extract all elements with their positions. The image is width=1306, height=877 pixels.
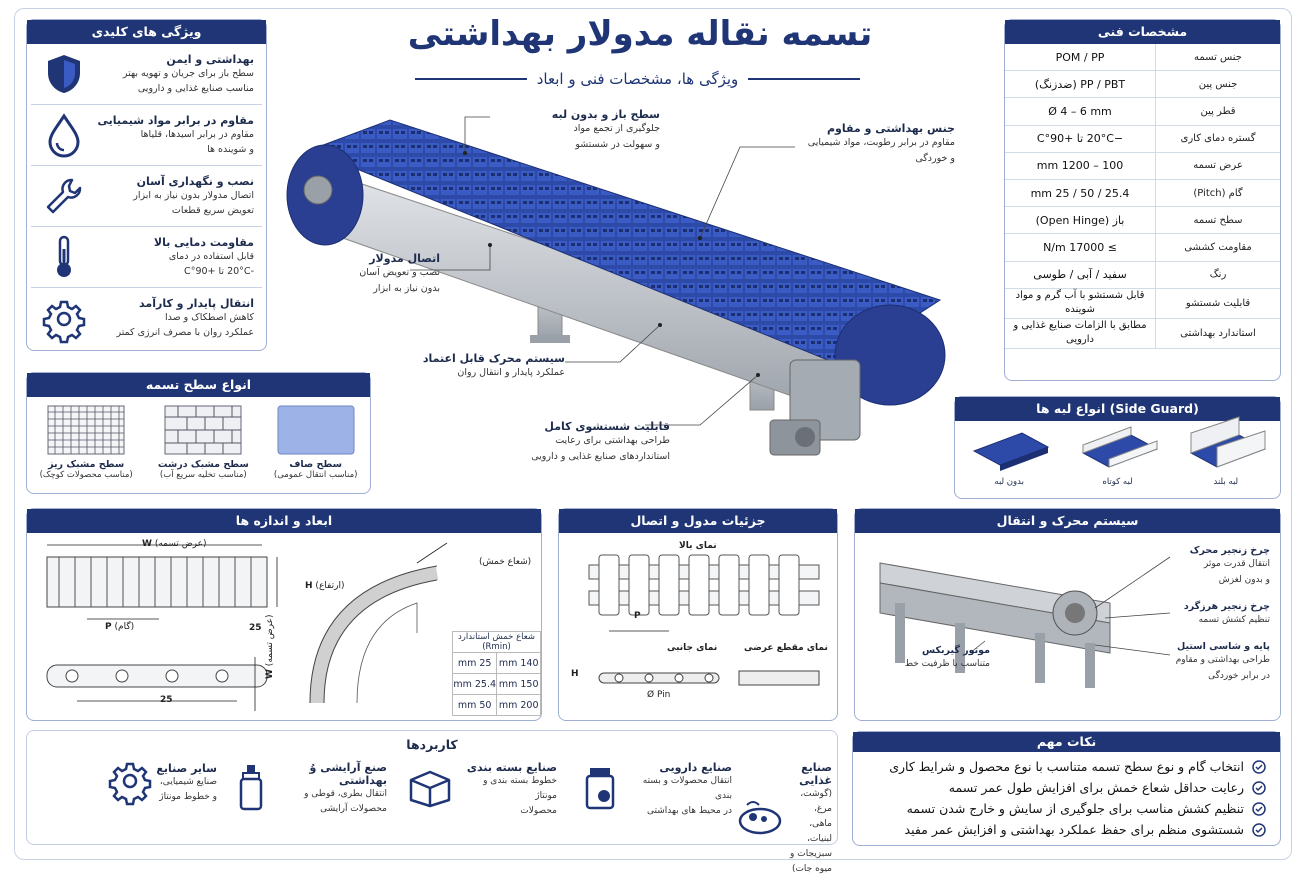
- application-item: [237, 761, 387, 817]
- note-text: انتخاب گام و نوع سطح تسمه متناسب با نوع محصول و شرایط کاری: [889, 759, 1244, 774]
- module-section-view-label: نمای مقطع عرضی: [744, 643, 828, 653]
- gear-icon: [39, 294, 89, 344]
- feature-title: مقاومت دمایی بالا: [153, 235, 254, 249]
- spec-row: [1005, 234, 1280, 261]
- module-details-card: [558, 508, 838, 721]
- application-desc: سبزیجات و میوه جات): [790, 849, 832, 874]
- bend-radius-pitch: 25.4 mm: [453, 674, 497, 695]
- dim-25b: 25: [160, 695, 173, 705]
- application-desc: محصولات: [520, 806, 557, 816]
- callout-open-surface: سطح باز و بدون لبه جلوگیری از تجمع مواد و سهولت در شستشو: [551, 108, 660, 150]
- spec-key: رنگ: [1155, 262, 1280, 288]
- spec-key: گستره دمای کاری: [1155, 126, 1280, 152]
- spec-row: [1005, 71, 1280, 98]
- drive-system-heading: سیستم محرک و انتقال: [855, 509, 1280, 533]
- side-guard-item: [1183, 427, 1269, 487]
- specs-heading: مشخصات فنی: [1005, 20, 1280, 44]
- spec-row: [1005, 153, 1280, 180]
- spec-key: مقاومت کششی: [1155, 234, 1280, 260]
- module-pin-label: Ø Pin: [647, 690, 671, 700]
- surface-desc: (مناسب انتقال عمومی): [273, 470, 358, 480]
- application-title: صنع آرایشی وُ بهداشتی: [309, 761, 387, 787]
- surface-type-item: [158, 405, 249, 480]
- spec-key: گام (Pitch): [1155, 180, 1280, 206]
- dim-p-label: P: [105, 622, 112, 632]
- spec-key: جنس تسمه: [1155, 44, 1280, 70]
- cosmetic-bottle-icon: [237, 763, 265, 815]
- callout-modular-connection: اتصال مدولار نصب و تعویض آسان بدون نیاز به ابزار: [359, 252, 440, 294]
- application-desc: و خطوط مونتاژ: [159, 791, 217, 802]
- thermometer-icon: [39, 232, 89, 282]
- drive-sprocket-callout: چرخ زنجیر محرک انتقال قدرت موثر و بدون لغزش: [1189, 545, 1270, 585]
- page-subtitle: ویژگی ها، مشخصات فنی و ابعاد: [415, 66, 860, 92]
- dim-25a: 25: [249, 623, 262, 633]
- dimensions-card: [26, 508, 542, 721]
- pill-bottle-icon: [582, 766, 618, 814]
- spec-value: 25.4 / 50 / 25 mm: [1030, 186, 1130, 200]
- dim-w-desc: (عرض تسمه): [154, 539, 207, 549]
- side-guard-label: لبه بلند: [1213, 477, 1239, 487]
- dim-h-label: H: [305, 581, 313, 591]
- spec-key: قابلیت شستشو: [1155, 289, 1280, 318]
- bend-radius-row: [453, 674, 541, 695]
- spec-key: سطح تسمه: [1155, 207, 1280, 233]
- bend-radius-value: 150 mm: [497, 674, 541, 695]
- bend-radius-row: [453, 695, 541, 716]
- surface-desc: (مناسب تخلیه سریع آب): [159, 470, 247, 480]
- surface-types-card: [26, 372, 371, 494]
- side-guard-image: [1075, 427, 1161, 477]
- application-item: [582, 761, 732, 819]
- wrench-icon: [39, 171, 89, 221]
- applications-card: [26, 730, 838, 874]
- spec-key: استاندارد بهداشتی: [1155, 319, 1280, 348]
- shield-icon: [39, 49, 89, 99]
- note-item: [853, 798, 1280, 819]
- spec-value: ≥ 17000 N/m: [1043, 240, 1117, 254]
- application-desc: خطوط بسته بندی و مونتاژ: [483, 776, 557, 801]
- bend-radius-pitch: 25 mm: [453, 653, 497, 674]
- side-guard-image: [1183, 427, 1269, 477]
- application-desc: انتقال بطری، قوطی و: [304, 789, 387, 799]
- application-desc: انتقال محصولات و بسته بندی: [642, 776, 732, 801]
- feature-desc: و شوینده ها: [207, 143, 254, 155]
- surface-swatch: [158, 405, 249, 459]
- application-item: [407, 761, 557, 819]
- feature-desc: مناسب صنایع غذایی و دارویی: [137, 82, 254, 94]
- bend-radius-value: 140 mm: [497, 653, 541, 674]
- spec-row: [1005, 180, 1280, 207]
- feature-desc: -20°C تا +90°C: [184, 265, 254, 277]
- spec-key: قطر پین: [1155, 98, 1280, 124]
- surface-title: سطح مشبک درشت: [157, 459, 249, 470]
- surface-title: سطح صاف: [289, 459, 342, 470]
- spec-row: [1005, 319, 1280, 349]
- spec-row: [1005, 98, 1280, 125]
- drive-idler-callout: چرخ زنجیر هرزگرد تنظیم کشش تسمه: [1183, 601, 1270, 625]
- spec-value: PP / PBT (ضدزنگ): [1034, 77, 1126, 91]
- box-icon: [407, 768, 453, 812]
- spec-value: Ø 4 – 6 mm: [1048, 104, 1112, 118]
- drive-system-card: [854, 508, 1281, 721]
- notes-heading: نکات مهم: [853, 732, 1280, 752]
- surface-swatch: [40, 405, 133, 459]
- surface-type-item: [40, 405, 133, 480]
- application-title: سایر صنایع: [156, 761, 217, 775]
- application-desc: در محیط های بهداشتی: [647, 806, 732, 816]
- spec-value: −20°C تا +90°C: [1036, 132, 1124, 146]
- cog-icon: [110, 761, 150, 805]
- module-top-view-label: نمای بالا: [679, 541, 717, 551]
- module-p-label: P: [634, 611, 641, 621]
- application-title: صنایع دارویی: [659, 761, 732, 774]
- application-desc: محصولات آرایشی: [320, 804, 387, 814]
- dim-w-label: W: [142, 539, 152, 549]
- feature-desc: اتصال مدولار بدون نیاز به ابزار: [133, 189, 254, 201]
- side-guard-label: بدون لبه: [994, 477, 1024, 487]
- spec-value: قابل شستشو با آب گرم و مواد شوینده: [1015, 290, 1145, 316]
- spec-row: [1005, 262, 1280, 289]
- check-circle-icon: [1252, 760, 1266, 774]
- note-text: رعایت حداقل شعاع خمش برای افزایش طول عمر تسمه: [948, 780, 1244, 795]
- key-features-heading: ویژگی های کلیدی: [27, 20, 266, 44]
- spec-row: [1005, 44, 1280, 71]
- page-title: تسمه نقاله مدولار بهداشتی: [407, 14, 873, 54]
- surface-type-item: [274, 405, 358, 480]
- note-text: شستشوی منظم برای حفظ عملکرد بهداشتی و افزایش عمر مفید: [904, 822, 1244, 837]
- side-guard-image: [966, 427, 1052, 477]
- feature-title: مقاوم در برابر مواد شیمیایی: [97, 113, 254, 127]
- spec-row: [1005, 126, 1280, 153]
- module-side-view-label: نمای جانبی: [667, 643, 718, 653]
- feature-desc: کاهش اصطکاک و صدا: [164, 312, 254, 323]
- dim-h-desc: (ارتفاع): [315, 581, 345, 591]
- feature-item: [31, 166, 262, 227]
- callout-drive-system: سیستم محرک قابل اعتماد عملکرد پایدار و انتقال روان: [422, 352, 565, 378]
- check-circle-icon: [1252, 802, 1266, 816]
- feature-title: بهداشتی و ایمن: [166, 52, 254, 66]
- feature-desc: عملکرد روان با مصرف انرژی کمتر: [116, 327, 254, 338]
- dim-radius-label: (شعاع خمش): [479, 557, 532, 567]
- surface-desc: (مناسب محصولات کوچک): [39, 470, 133, 480]
- check-circle-icon: [1252, 823, 1266, 837]
- drive-frame-callout: پایه و شاسی استیل طراحی بهداشتی و مقاوم در برابر خوردگی: [1175, 641, 1270, 681]
- module-drawing: [559, 533, 839, 722]
- note-item: [853, 756, 1280, 777]
- food-bowl-icon: [737, 797, 783, 841]
- feature-title: انتقال پایدار و کارآمد: [139, 297, 254, 310]
- dim-w-side-desc: (عرض تسمه): [265, 614, 275, 667]
- feature-desc: قابل استفاده در دمای: [168, 250, 254, 262]
- note-item: [853, 819, 1280, 840]
- spec-row: [1005, 289, 1280, 319]
- side-guard-item: [966, 427, 1052, 487]
- application-desc: صنایع شیمیایی،: [159, 776, 217, 787]
- droplet-icon: [39, 110, 89, 160]
- application-title: صنایع بسته بندی: [466, 761, 557, 774]
- spec-value: باز (Open Hinge): [1035, 213, 1125, 227]
- feature-item: [31, 288, 262, 349]
- note-text: تنظیم کشش مناسب برای جلوگیری از سایش و خارج شدن تسمه: [906, 801, 1244, 816]
- specs-card: [1004, 19, 1281, 381]
- drive-motor-callout: موتور گیربکس متناسب با ظرفیت خط: [904, 645, 990, 669]
- feature-item: [31, 105, 262, 166]
- key-features-card: [26, 19, 267, 351]
- application-item: [737, 761, 832, 877]
- feature-desc: تعویض سریع قطعات: [171, 204, 254, 216]
- bend-radius-row: [453, 653, 541, 674]
- side-guard-label: لبه کوتاه: [1102, 477, 1133, 487]
- note-item: [853, 777, 1280, 798]
- surface-title: سطح مشبک ریز: [48, 459, 125, 470]
- side-guard-heading: انواع لبه ها (Side Guard): [955, 397, 1280, 421]
- applications-heading: کاربردها: [406, 737, 458, 752]
- notes-card: [852, 731, 1281, 846]
- bend-radius-value: 200 mm: [497, 695, 541, 716]
- feature-desc: سطح باز برای جریان و تهویه بهتر: [122, 67, 254, 79]
- spec-value: سفید / آبی / طوسی: [1033, 268, 1127, 282]
- application-item: [57, 761, 217, 805]
- feature-desc: مقاوم در برابر اسیدها، قلیاها: [140, 128, 254, 140]
- spec-row: [1005, 207, 1280, 234]
- module-h-label: H: [571, 669, 579, 679]
- spec-value: 100 – 1200 mm: [1036, 159, 1124, 173]
- surface-types-heading: انواع سطح تسمه: [27, 373, 370, 397]
- feature-item: [31, 44, 262, 105]
- callout-washable: قابلیت شستشوی کامل طراحی بهداشتی برای رعایت استانداردهای صنایع غذایی و دارویی: [531, 420, 670, 462]
- feature-item: [31, 227, 262, 288]
- bend-radius-pitch: 50 mm: [453, 695, 497, 716]
- check-circle-icon: [1252, 781, 1266, 795]
- application-desc: (گوشت، مرغ، ماهی، لبنیات،: [800, 789, 832, 844]
- spec-key: جنس پین: [1155, 71, 1280, 97]
- dim-w-side-label: W: [265, 669, 275, 679]
- side-guard-card: [954, 396, 1281, 499]
- spec-key: عرض تسمه: [1155, 153, 1280, 179]
- application-title: صنایع غذایی: [799, 761, 832, 787]
- dimensions-heading: ابعاد و اندازه ها: [27, 509, 541, 533]
- surface-swatch: [274, 405, 358, 459]
- module-details-heading: جزئیات مدول و اتصال: [559, 509, 837, 533]
- bend-radius-title: شعاع خمش استاندارد (Rmin): [453, 632, 541, 653]
- spec-value: POM / PP: [1055, 50, 1105, 64]
- spec-value: مطابق با الزامات صنایع غذایی و دارویی: [1013, 320, 1147, 346]
- bend-radius-table: [452, 631, 541, 716]
- callout-hygienic-material: جنس بهداشتی و مقاوم مقاوم در برابر رطوبت، مواد شیمیایی و خوردگی: [807, 122, 955, 164]
- feature-title: نصب و نگهداری آسان: [136, 174, 254, 188]
- side-guard-item: [1075, 427, 1161, 487]
- dim-p-desc: (گام): [114, 622, 135, 632]
